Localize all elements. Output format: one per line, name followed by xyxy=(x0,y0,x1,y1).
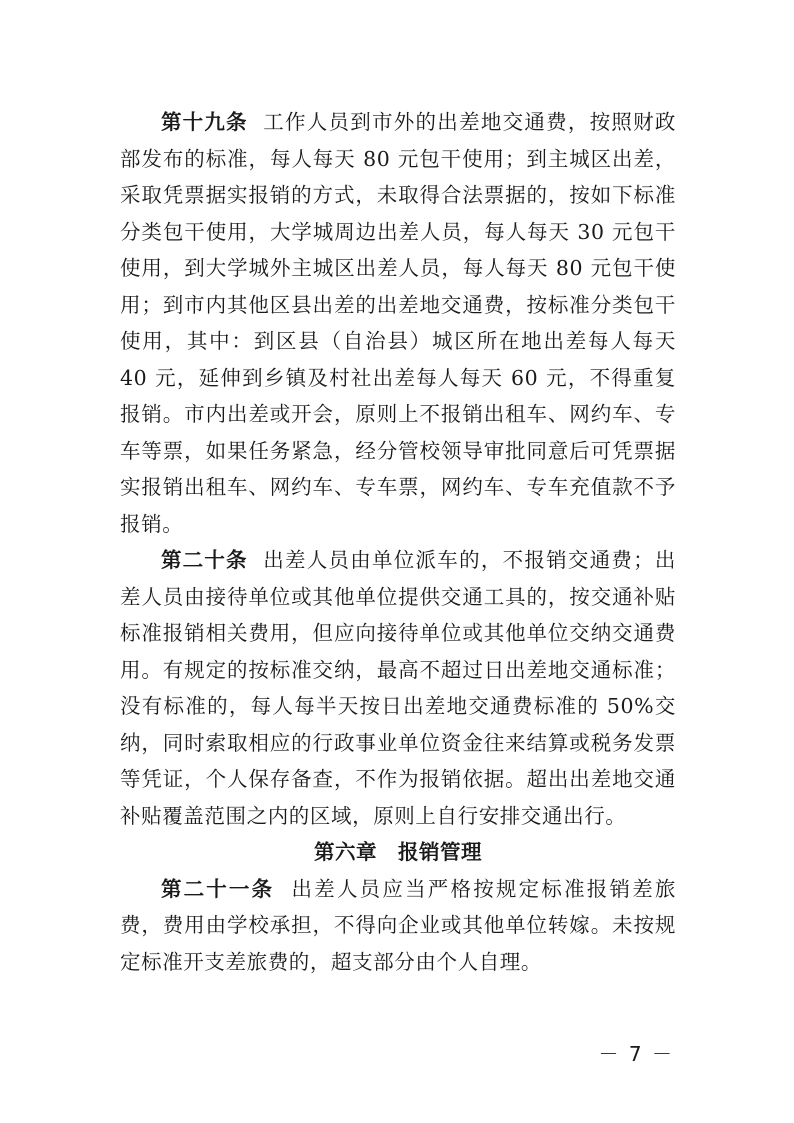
document-body xyxy=(120,104,676,980)
article-21-paragraph xyxy=(120,871,676,981)
article-21-text: 出差人员应当严格按规定标准报销差旅费，费用由学校承担，不得向企业或其他单位转嫁。未按规定标准开支差旅费的，超支部分由个人自理。 xyxy=(120,876,677,974)
article-21-title: 第二十一条 xyxy=(161,876,275,901)
page-number: － 7 － xyxy=(598,1042,674,1066)
article-19-text: 工作人员到市外的出差地交通费，按照财政部发布的标准，每人每天 80 元包干使用；到主城区出差，采取凭票据实报销的方式，未取得合法票据的，按如下标准分类包干使用，大学城周边出差人员，每人每天 30 元包干使用，到大学城外主城区出差人员，每人每天 80 元包干使用；到市内其他区县出差的出差地交通费，按标准分类包干使用，其中：到区县（自治县）城区所在地出差每人每天 40 元，延伸到乡镇及村社出差每人每天 60 元，不得重复报销。市内出差或开会，原则上不报销出租车、网约车、专车等票，如果任务紧急，经分管校领导审批同意后可凭票据实报销出租车、网约车、专车票，网约车、专车充值款不予报销。 xyxy=(120,110,677,536)
chapter-title: 第六章 报销管理 xyxy=(314,840,482,864)
article-19-paragraph xyxy=(120,104,676,542)
article-19-title: 第十九条 xyxy=(161,110,248,134)
article-20-paragraph xyxy=(120,542,676,834)
article-20-text: 出差人员由单位派车的，不报销交通费；出差人员由接待单位或其他单位提供交通工具的，按交通补贴标准报销相关费用，但应向接待单位或其他单位交纳交通费用。有规定的按标准交纳，最高不超过日出差地交通标准；没有标准的，每人每半天按日出差地交通费标准的 50%交纳，同时索取相应的行政事业单位资金往来结算或税务发票等凭证，个人保存备查，不作为报销依据。超出出差地交通补贴覆盖范围之内的区域，原则上自行安排交通出行。 xyxy=(120,548,677,828)
article-20-title: 第二十条 xyxy=(161,548,248,572)
